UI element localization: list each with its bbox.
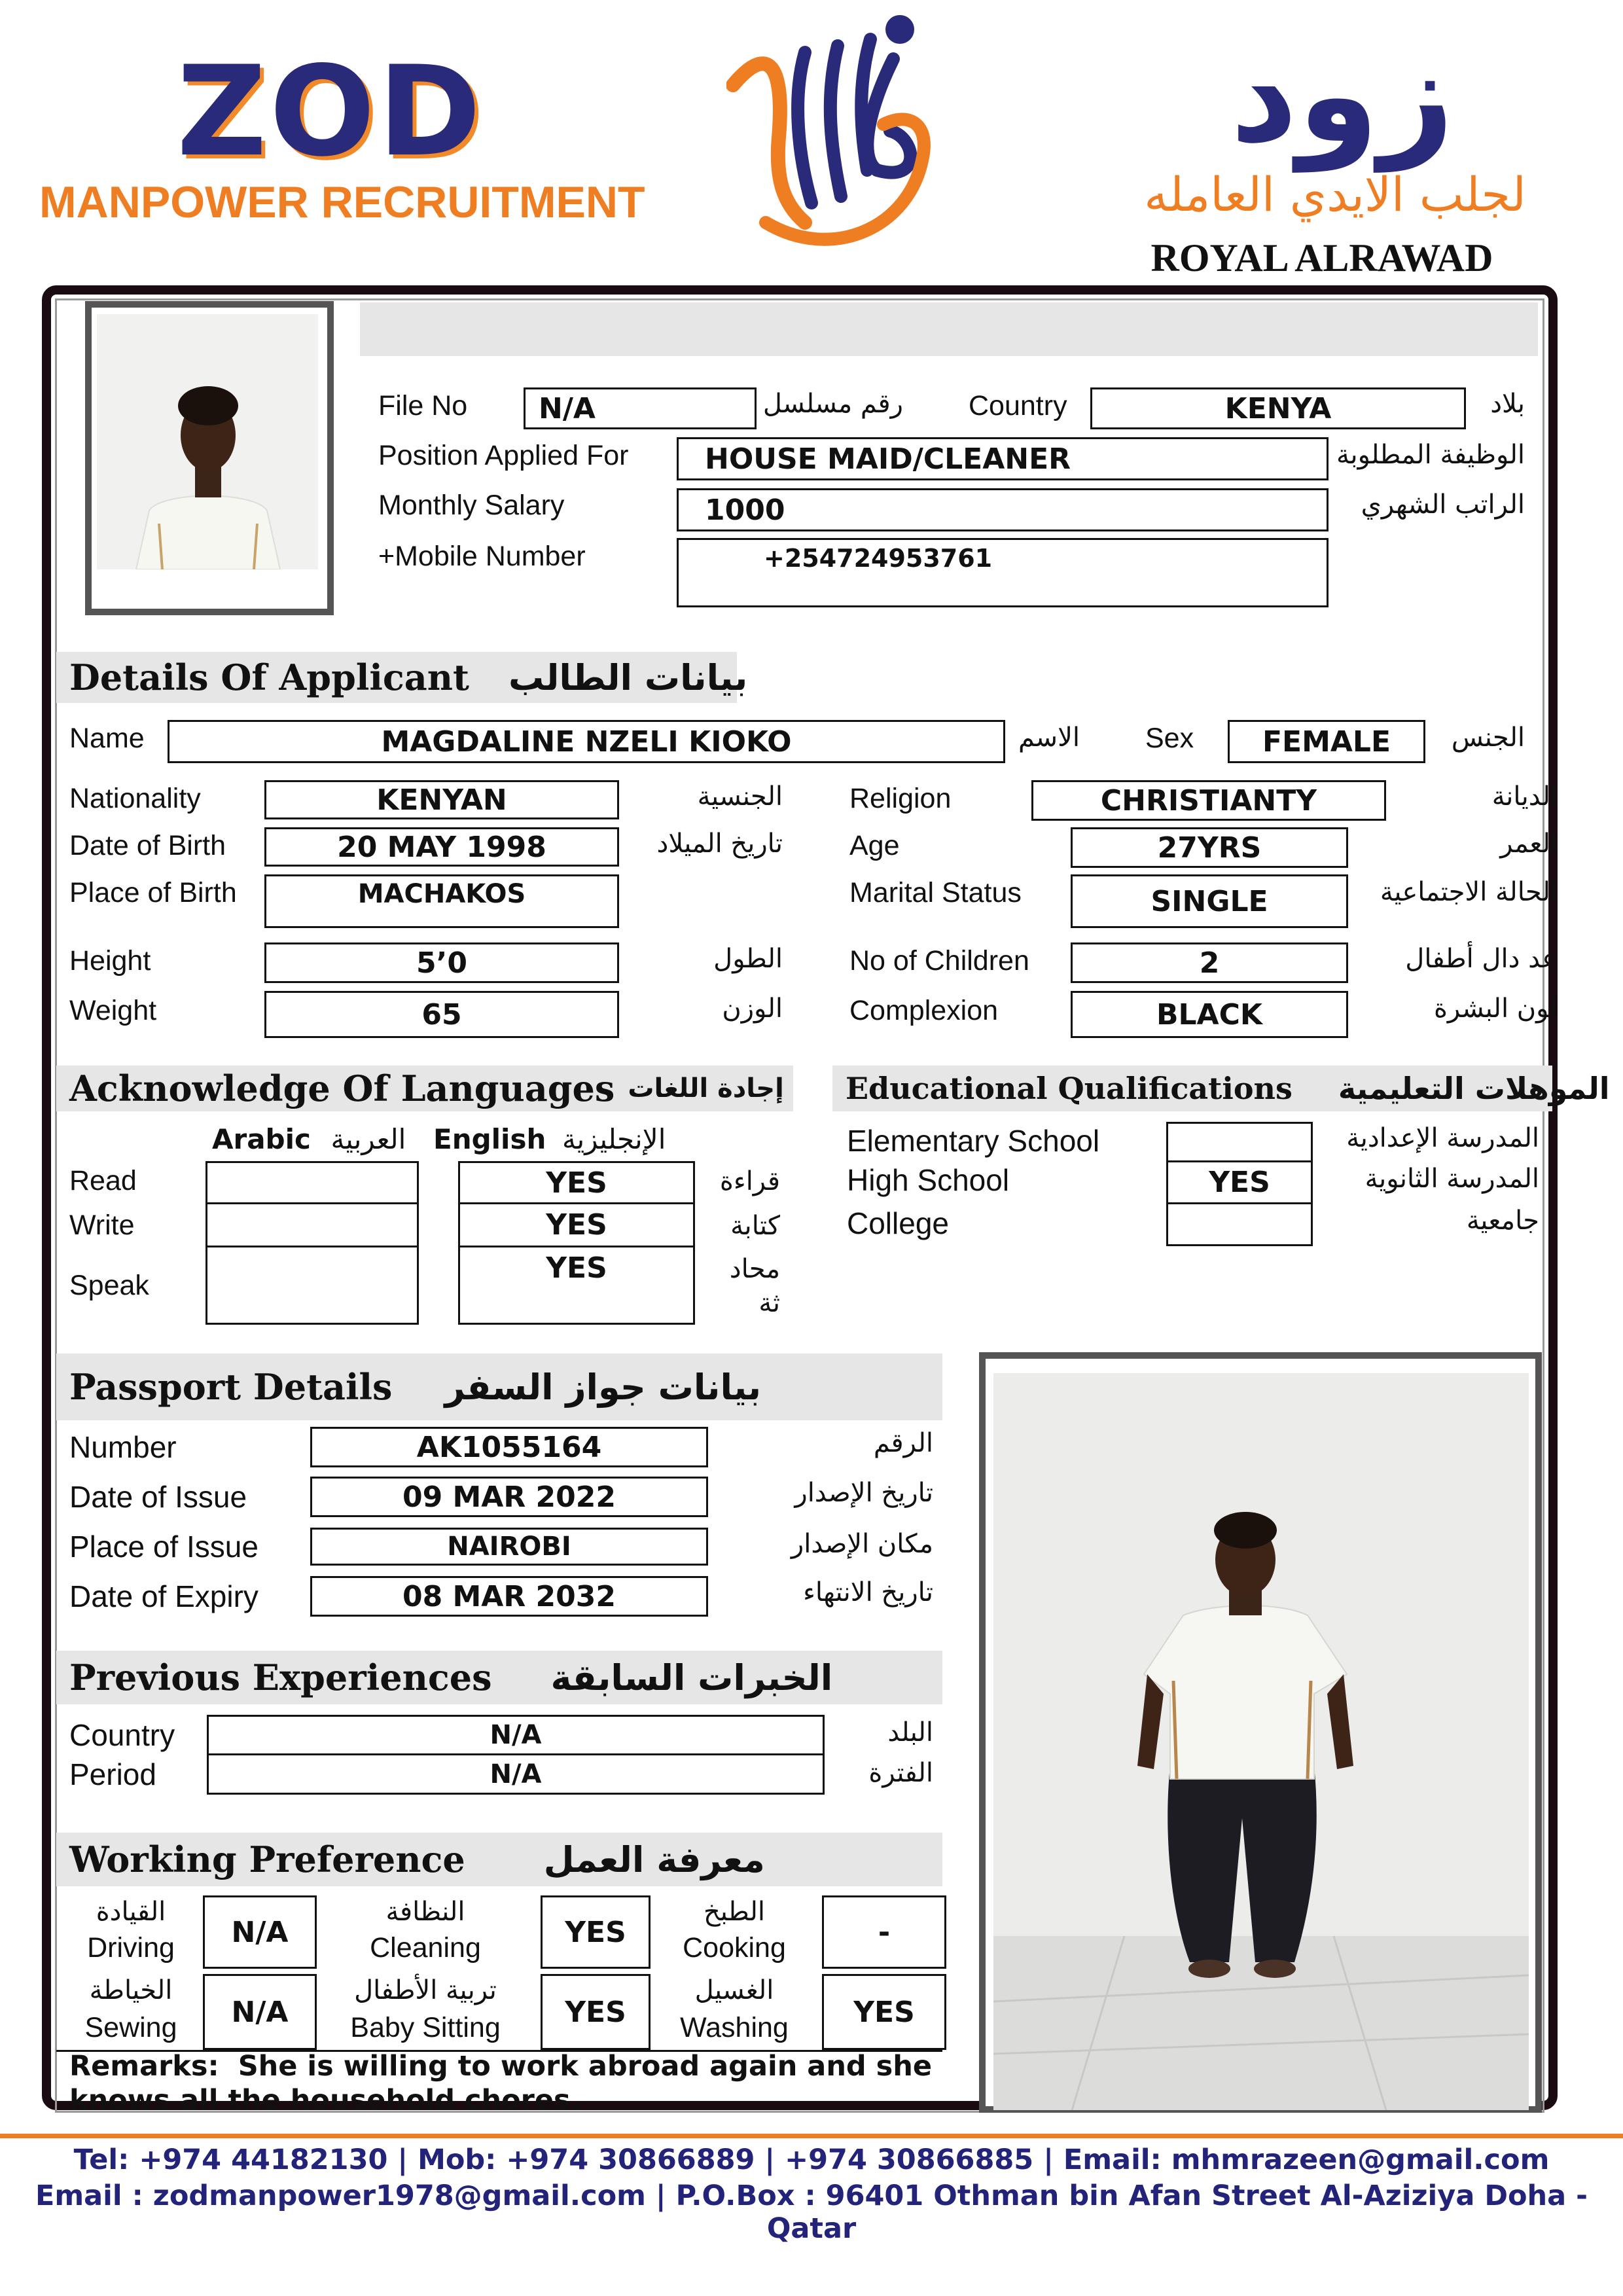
washing-value: YES <box>822 1974 946 2050</box>
write-english-value: YES <box>458 1204 695 1247</box>
brand-mark-icon <box>726 7 936 255</box>
height-label-ar: الطول <box>713 944 783 974</box>
section-passport-title: Passport Details <box>69 1366 393 1408</box>
mobile-value: +254724953761 <box>677 538 1329 607</box>
religion-label: Religion <box>849 783 952 814</box>
experience-period-value: N/A <box>207 1755 825 1795</box>
height-label: Height <box>69 945 151 977</box>
baby-sitting-label: Baby Sitting <box>350 2012 501 2043</box>
nationality-label-ar: الجنسية <box>697 781 783 812</box>
religion-label-ar: الديانة <box>1491 781 1558 812</box>
section-languages-title-ar: إجادة اللغات <box>628 1073 784 1103</box>
salary-label: Monthly Salary <box>378 490 565 521</box>
name-label-ar: الاسم <box>1018 723 1080 753</box>
college-label-ar: جامعية <box>1466 1206 1539 1236</box>
weight-label-ar: الوزن <box>722 994 783 1024</box>
arabic-header-label: Arabic <box>212 1123 311 1155</box>
complexion-value: BLACK <box>1071 991 1348 1038</box>
arabic-header-label-ar: العربية <box>330 1123 406 1155</box>
driving-label: Driving <box>87 1932 175 1964</box>
washing-label-ar: الغسيل <box>694 1975 774 2005</box>
weight-value: 65 <box>264 991 619 1038</box>
washing-label: Washing <box>680 2012 789 2043</box>
cooking-label: Cooking <box>683 1932 786 1964</box>
weight-label: Weight <box>69 995 157 1026</box>
remarks-text-2: knows all the household chores. <box>69 2084 581 2117</box>
experience-country-label: Country <box>69 1718 175 1752</box>
cooking-label-ar: الطبخ <box>703 1897 765 1927</box>
brand-subtitle-en: MANPOWER RECRUITMENT <box>39 177 645 227</box>
file-no-value: N/A <box>524 387 757 429</box>
sex-value: FEMALE <box>1228 720 1425 763</box>
driving-value: N/A <box>203 1895 317 1969</box>
passport-expiry-label: Date of Expiry <box>69 1579 259 1613</box>
children-value: 2 <box>1071 942 1348 983</box>
sewing-label-ar: الخياطة <box>89 1975 173 2005</box>
elementary-label-ar: المدرسة الإعدادية <box>1346 1123 1539 1153</box>
section-experience <box>56 1651 942 1704</box>
sex-label-ar: الجنس <box>1451 723 1525 753</box>
read-label-ar: قراءة <box>719 1166 780 1196</box>
country-value: KENYA <box>1090 387 1466 429</box>
write-label: Write <box>69 1210 135 1241</box>
dob-value: 20 MAY 1998 <box>264 827 619 867</box>
english-header-label: English <box>433 1123 546 1155</box>
section-passport <box>56 1354 942 1420</box>
section-preference-title: Working Preference <box>69 1839 465 1880</box>
passport-number-label: Number <box>69 1430 177 1464</box>
sewing-value: N/A <box>203 1974 317 2050</box>
children-label: No of Children <box>849 945 1029 977</box>
nationality-value: KENYAN <box>264 780 619 819</box>
brand-subtitle-ar: لجلب الايدي العامله <box>1144 167 1526 222</box>
high-school-value: YES <box>1166 1162 1313 1204</box>
portrait-photo <box>97 314 318 569</box>
passport-number-label-ar: الرقم <box>873 1428 933 1458</box>
marital-value: SINGLE <box>1071 874 1348 928</box>
speak-label-ar-1: محاد <box>729 1254 780 1284</box>
arabic-column-header <box>212 1123 406 1155</box>
baby-sitting-label-ar: تربية الأطفال <box>354 1975 497 2005</box>
footer-contact-line-1: Tel: +974 44182130 | Mob: +974 30866889 | +974 30866885 | Email: mhmrazeen@gmail.com <box>73 2144 1550 2176</box>
college-label: College <box>847 1206 949 1240</box>
country-label: Country <box>969 390 1067 422</box>
file-no-label: File No <box>378 390 468 422</box>
section-preference-title-ar: معرفة العمل <box>543 1839 765 1880</box>
brand-logo-en: ZOD <box>177 39 484 184</box>
english-header-label-ar: الإنجليزية <box>562 1123 666 1155</box>
baby-sitting-value: YES <box>541 1974 651 2050</box>
cleaning-value: YES <box>541 1895 651 1969</box>
brand-logo-ar: زود <box>1230 20 1455 172</box>
english-column-header <box>433 1123 666 1155</box>
age-label: Age <box>849 830 900 861</box>
college-value <box>1166 1204 1313 1246</box>
position-label-ar: الوظيفة المطلوبة <box>1336 440 1525 470</box>
experience-country-value: N/A <box>207 1715 825 1755</box>
footer-contact-line-2: Email : zodmanpower1978@gmail.com | P.O.Box : 96401 Othman bin Afan Street Al-Aziziya Doha - Qatar <box>35 2179 1588 2245</box>
dob-label: Date of Birth <box>69 830 226 861</box>
children-label-ar: عد دال أطفال <box>1405 944 1558 974</box>
section-education <box>832 1066 1610 1111</box>
age-label-ar: العمر <box>1500 829 1558 859</box>
read-label: Read <box>69 1165 137 1196</box>
read-arabic-value <box>205 1161 419 1204</box>
write-arabic-value <box>205 1204 419 1247</box>
passport-issue-label-ar: تاريخ الإصدار <box>794 1478 933 1508</box>
marital-label: Marital Status <box>849 877 1022 908</box>
passport-expiry-value: 08 MAR 2032 <box>310 1576 708 1617</box>
section-passport-title-ar: بيانات جواز السفر <box>444 1366 762 1408</box>
speak-label: Speak <box>69 1270 149 1301</box>
salary-value: 1000 <box>677 488 1329 531</box>
position-label: Position Applied For <box>378 440 629 471</box>
section-experience-title: Previous Experiences <box>69 1657 492 1698</box>
complexion-label: Complexion <box>849 995 999 1026</box>
elementary-value <box>1166 1122 1313 1162</box>
mobile-label: +Mobile Number <box>378 541 586 572</box>
high-school-label-ar: المدرسة الثانوية <box>1364 1164 1539 1194</box>
cleaning-label: Cleaning <box>370 1932 481 1964</box>
section-education-title: Educational Qualifications <box>846 1071 1293 1106</box>
passport-number-value: AK1055164 <box>310 1427 708 1467</box>
passport-issue-value: 09 MAR 2022 <box>310 1477 708 1517</box>
salary-label-ar: الراتب الشهري <box>1361 490 1525 520</box>
section-applicant-title: Details Of Applicant <box>69 656 469 698</box>
religion-value: CHRISTIANTY <box>1031 780 1386 821</box>
passport-place-value: NAIROBI <box>310 1528 708 1566</box>
speak-arabic-value <box>205 1247 419 1325</box>
speak-label-ar-2: ثة <box>758 1288 780 1318</box>
section-applicant-title-ar: بيانات الطالب <box>508 656 748 698</box>
position-value: HOUSE MAID/CLEANER <box>677 437 1329 480</box>
marital-label-ar: الحالة الاجتماعية <box>1380 877 1558 907</box>
footer-divider <box>0 2134 1623 2138</box>
section-experience-title-ar: الخبرات السابقة <box>550 1657 833 1698</box>
passport-place-label: Place of Issue <box>69 1530 259 1564</box>
dob-label-ar: تاريخ الميلاد <box>656 829 783 859</box>
section-preference <box>56 1833 942 1886</box>
section-education-title-ar: الموهلات التعليمية <box>1338 1071 1610 1106</box>
pob-value: MACHAKOS <box>264 874 619 928</box>
passport-place-label-ar: مكان الإصدار <box>791 1529 933 1559</box>
remarks-label: Remarks: <box>69 2050 219 2083</box>
remarks-line-1 <box>69 2050 932 2083</box>
nationality-label: Nationality <box>69 783 201 814</box>
sewing-label: Sewing <box>84 2012 177 2043</box>
passport-expiry-label-ar: تاريخ الانتهاء <box>803 1577 933 1607</box>
write-label-ar: كتابة <box>730 1211 780 1241</box>
driving-label-ar: القيادة <box>96 1897 166 1927</box>
age-value: 27YRS <box>1071 827 1348 868</box>
section-languages-title: Acknowledge Of Languages <box>69 1067 615 1109</box>
experience-country-label-ar: البلد <box>887 1717 933 1748</box>
cooking-value: - <box>822 1895 946 1969</box>
remarks-text-1: She is willing to work abroad again and she <box>238 2050 933 2083</box>
royal-alrawad-title: ROYAL ALRAWAD <box>1150 236 1493 279</box>
complexion-label-ar: لون البشرة <box>1433 994 1558 1024</box>
passport-issue-label: Date of Issue <box>69 1480 247 1514</box>
sex-label: Sex <box>1145 723 1194 754</box>
file-no-label-ar: رقم مسلسل <box>762 389 903 419</box>
name-value: MAGDALINE NZELI KIOKO <box>168 720 1005 763</box>
pob-label: Place of Birth <box>69 877 237 908</box>
section-applicant <box>56 652 748 703</box>
read-english-value: YES <box>458 1161 695 1204</box>
section-languages <box>56 1066 793 1111</box>
full-body-photo <box>993 1373 1529 2110</box>
elementary-label: Elementary School <box>847 1124 1100 1158</box>
experience-period-label-ar: الفترة <box>868 1758 933 1788</box>
speak-english-value: YES <box>458 1247 695 1325</box>
top-grey-bar <box>360 302 1538 356</box>
country-label-ar: بلاد <box>1490 389 1525 419</box>
name-label: Name <box>69 723 145 754</box>
cleaning-label-ar: النظافة <box>385 1897 465 1927</box>
height-value: 5’0 <box>264 942 619 983</box>
high-school-label: High School <box>847 1163 1010 1197</box>
experience-period-label: Period <box>69 1757 156 1791</box>
